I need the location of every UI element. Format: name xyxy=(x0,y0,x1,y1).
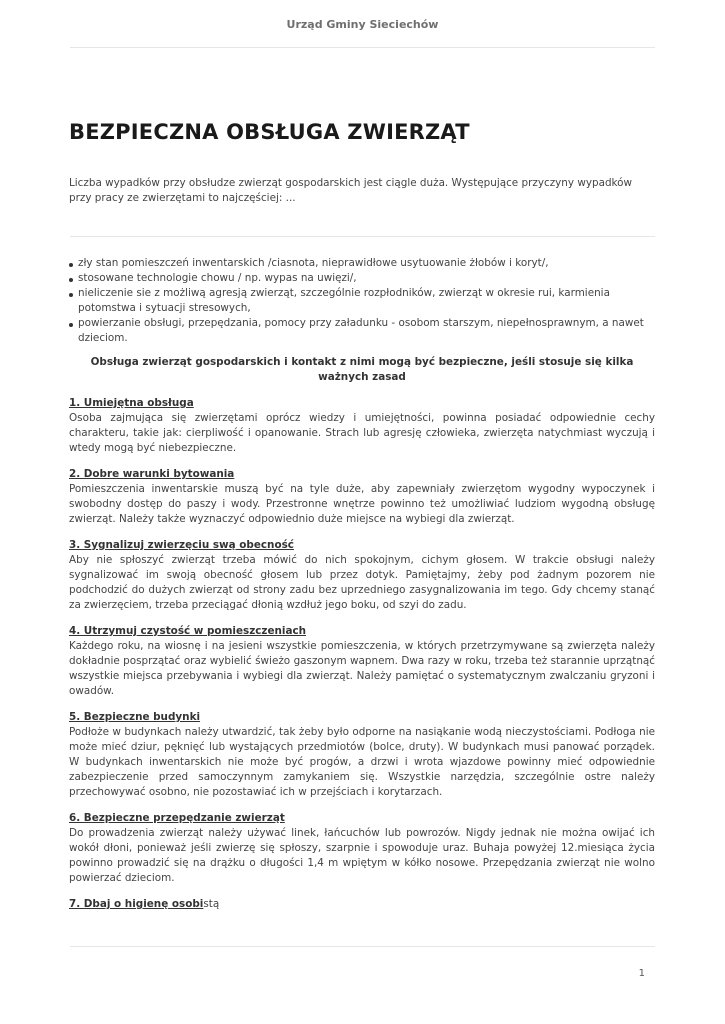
rule-heading: 1. Umiejętna obsługa xyxy=(69,397,194,409)
page-header xyxy=(70,0,655,48)
page-number: 1 xyxy=(638,968,645,979)
rule-text: Każdego roku, na wiosnę i na jesieni wszystkie pomieszczenia, w których przetrzymywane są zwierzęta należy dokładnie posprzątać oraz wybielić świeżo gaszonym wapnem. Dwa razy w roku, trzeba też starannie uprzątnąć wszystkie miejsca przebywania i wybiegi dla zwierząt. Należy pamiętać o systematycznym zwalczaniu gryzoni i owadów. xyxy=(69,640,655,697)
rule-section xyxy=(69,710,655,800)
rule-section xyxy=(69,467,655,527)
safety-rules xyxy=(69,396,655,923)
rule-heading: 4. Utrzymuj czystość w pomieszczeniach xyxy=(69,625,307,637)
rule-heading: 3. Sygnalizuj zwierzęciu swą obecność xyxy=(69,539,294,551)
list-item: stosowane technologie chowu / np. wypas na uwięzi/, xyxy=(69,271,655,286)
rule-heading: 5. Bezpieczne budynki xyxy=(69,711,201,723)
intro-paragraph: Liczba wypadków przy obsłudze zwierząt gospodarskich jest ciągle duża. Występujące przyczyny wypadków przy pracy ze zwierzętami to najczęściej: ... xyxy=(69,177,633,204)
rule-section xyxy=(69,538,655,613)
rule-text: Aby nie spłoszyć zwierząt trzeba mówić do nich spokojnym, cichym głosem. W trakcie obsługi należy sygnalizować im swoją obecność głosem lub przez dotyk. Pamiętajmy, żeby pod żadnym pozorem nie podchodzić do dużych zwierząt od strony zadu bez uprzedniego zasygnalizowania im tego. Gdy chcemy stanąć za zwierzęciem, trzeba przeciągać dłonią wzdłuż jego boku, od szyi do zadu. xyxy=(69,554,655,611)
list-item: powierzanie obsługi, przepędzania, pomocy przy załadunku - osobom starszym, niepełnosprawnym, a nawet dzieciom. xyxy=(69,316,655,346)
rule-text: Osoba zajmująca się zwierzętami oprócz wiedzy i umiejętności, powinna posiadać odpowiednie cechy charakteru, takie jak: cierpliwość i opanowanie. Strach lub agresję człowieka, zwierzęta natychmiast wyczują i wtedy mogą być niebezpieczne. xyxy=(69,412,655,454)
footer-divider xyxy=(70,946,655,947)
accident-causes-list xyxy=(69,256,655,346)
rule-text: Pomieszczenia inwentarskie muszą być na tyle duże, aby zapewniały zwierzętom wygodny wypoczynek i swobodny dostęp do paszy i wody. Przestronne wnętrze powinno też umożliwiać ludziom wygodną obsługę zwierząt. Należy także wyznaczyć odpowiednio duże miejsce na wybiegi dla zwierząt. xyxy=(69,483,655,525)
rule-section xyxy=(69,897,655,912)
section-divider xyxy=(70,236,655,237)
rule-heading-tail: stą xyxy=(203,898,220,910)
rule-section xyxy=(69,624,655,699)
rule-section xyxy=(69,811,655,886)
rules-lead-heading: Obsługa zwierząt gospodarskich i kontakt z nimi mogą być bezpieczne, jeśli stosuje się kilka ważnych zasad xyxy=(90,356,634,383)
rule-heading: 2. Dobre warunki bytowania xyxy=(69,468,235,480)
rule-text: Podłoże w budynkach należy utwardzić, tak żeby było odporne na nasiąkanie wodą nieczystościami. Podłoga nie może mieć dziur, pęknięć lub wystających przedmiotów (bolce, druty). W budynkach musi panować porządek. W budynkach inwentarskich nie może być progów, a drzwi i wrota wjazdowe powinny mieć odpowiednie zabezpieczenie przed samoczynnym zamykaniem się. Wszystkie narzędzia, szczególnie ostre należy przechowywać osobno, nie pozostawiać ich w przejściach i korytarzach. xyxy=(69,726,655,798)
list-item: zły stan pomieszczeń inwentarskich /ciasnota, nieprawidłowe usytuowanie żłobów i koryt/, xyxy=(69,256,655,271)
document-title: BEZPIECZNA OBSŁUGA ZWIERZĄT xyxy=(69,120,470,144)
list-item: nieliczenie sie z możliwą agresją zwierząt, szczególnie rozpłodników, zwierząt w okresie rui, karmienia potomstwa i sytuacji stresowych, xyxy=(69,286,655,316)
organization-name: Urząd Gminy Sieciechów xyxy=(286,18,439,31)
rule-text: Do prowadzenia zwierząt należy używać linek, łańcuchów lub powrozów. Nigdy jednak nie można owijać ich wokół dłoni, ponieważ jeśli zwierzę się spłoszy, szarpnie i spowoduje uraz. Buhaja powyżej 12.miesiąca życia powinno prowadzić się na drążku o długości 1,4 m wpiętym w kółko nosowe. Przepędzania zwierząt nie wolno powierzać dzieciom. xyxy=(69,827,655,884)
rule-section xyxy=(69,396,655,456)
rule-heading: 6. Bezpieczne przepędzanie zwierząt xyxy=(69,812,285,824)
rule-heading: 7. Dbaj o higienę osobi xyxy=(69,898,204,910)
